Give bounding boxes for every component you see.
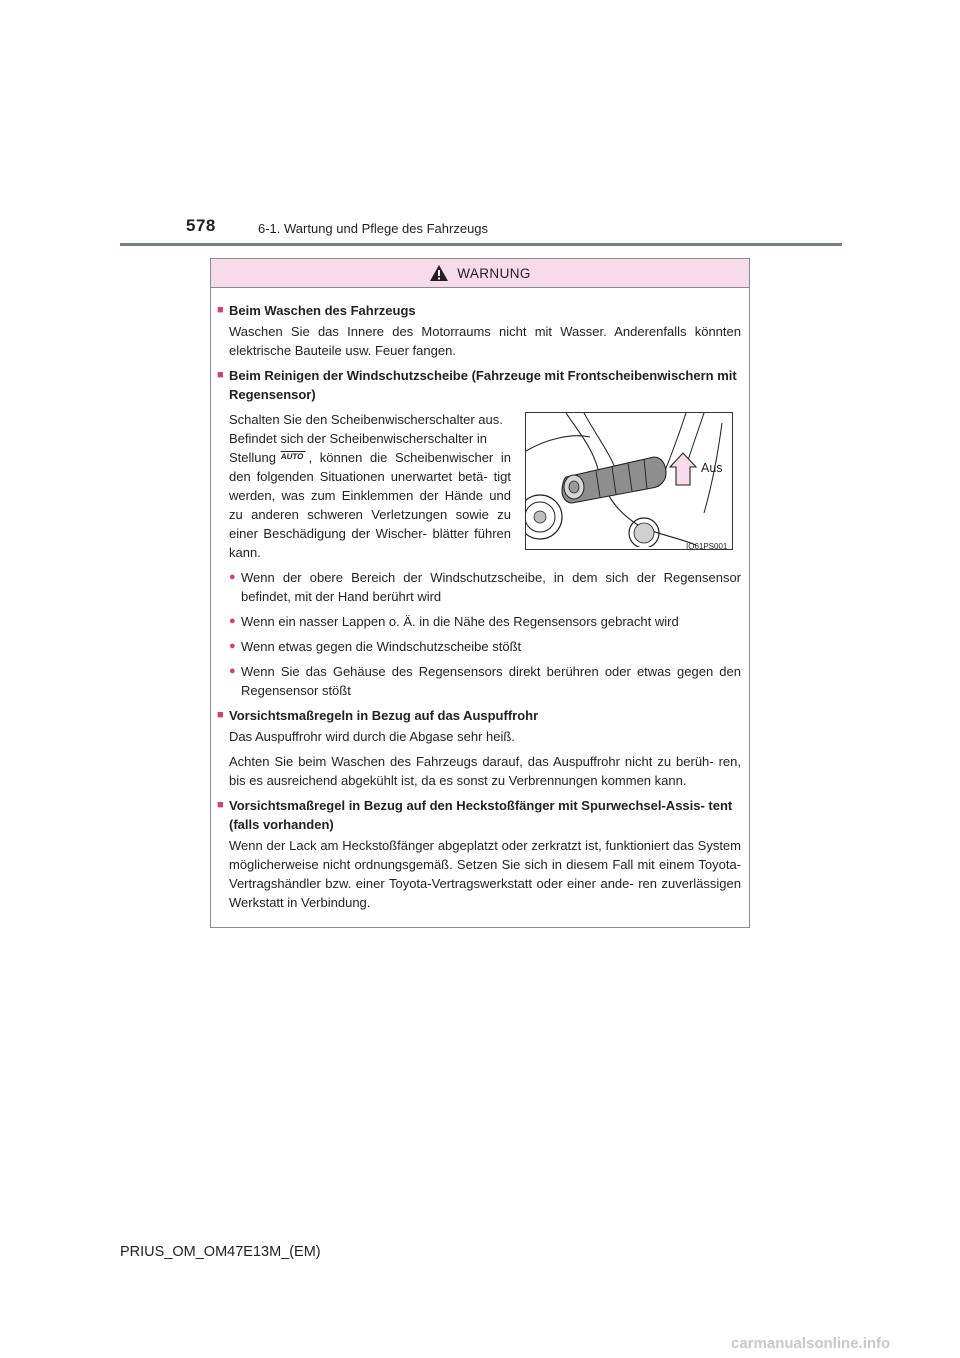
square-bullet-icon: ■ bbox=[217, 799, 224, 811]
circle-bullet-icon: ● bbox=[229, 665, 236, 677]
section-heading: ■ Vorsichtsmaßregel in Bezug auf den Heckstoßfänger mit Spurwechsel-Assis- tent (falls vorhanden) bbox=[217, 798, 733, 832]
section-heading: ■ Vorsichtsmaßregeln in Bezug auf das Auspuffrohr bbox=[217, 708, 539, 723]
warning-box bbox=[210, 258, 750, 928]
square-bullet-icon: ■ bbox=[217, 709, 224, 721]
text-with-illustration bbox=[217, 410, 741, 562]
wiper-switch-illustration bbox=[525, 412, 733, 550]
paragraph: Achten Sie beim Waschen des Fahrzeugs darauf, das Auspuffrohr nicht zu berüh- ren, bis es ausreichend abgekühlt ist, da es sonst zu Verbrennungen kommen kann. bbox=[229, 754, 741, 788]
wiper-warning-text: Schalten Sie den Scheibenwischerschalter aus. Befindet sich der Scheibenwischerschalter in Stellung AUTO , können die Scheibenwischer in den folgenden Situationen unerwartet betä- tigt werden, was zum Einklemmen der Hände und zu anderen schweren Verletzungen sowie zu einer Beschädigung der Wischer- blätter führen kann. bbox=[229, 412, 511, 560]
paragraph: Das Auspuffrohr wird durch die Abgase sehr heiß. bbox=[229, 729, 515, 744]
section-title: 6-1. Wartung und Pflege des Fahrzeugs bbox=[258, 221, 489, 236]
wiper-switch-drawing bbox=[526, 413, 730, 547]
paragraph: Waschen Sie das Innere des Motorraums nicht mit Wasser. Anderenfalls könnten elektrische Bauteile usw. Feuer fangen. bbox=[229, 324, 741, 358]
square-bullet-icon: ■ bbox=[217, 369, 224, 381]
document-code: PRIUS_OM_OM47E13M_(EM) bbox=[120, 1244, 321, 1260]
list-item: ● Wenn der obere Bereich der Windschutzscheibe, in dem sich der Regensensor befindet, mit der Hand berührt wird bbox=[229, 570, 741, 604]
warning-header bbox=[211, 259, 749, 288]
figure-code: IO61PS001 bbox=[686, 542, 728, 551]
section-heading: ■ Beim Reinigen der Windschutzscheibe (Fahrzeuge mit Frontscheibenwischern mit Regensensor) bbox=[217, 368, 737, 402]
header-divider bbox=[120, 243, 842, 246]
warning-triangle-icon bbox=[429, 264, 449, 282]
off-position-label: Aus bbox=[701, 461, 723, 475]
square-bullet-icon: ■ bbox=[217, 304, 224, 316]
section-heading: ■ Beim Waschen des Fahrzeugs bbox=[217, 303, 416, 318]
warning-body bbox=[211, 288, 749, 912]
list-item: ● Wenn Sie das Gehäuse des Regensensors direkt berühren oder etwas gegen den Regensensor stößt bbox=[229, 664, 741, 698]
circle-bullet-icon: ● bbox=[229, 615, 236, 627]
circle-bullet-icon: ● bbox=[229, 571, 236, 583]
auto-symbol: AUTO bbox=[280, 452, 305, 461]
page-number: 578 bbox=[186, 216, 216, 235]
list-item: ● Wenn ein nasser Lappen o. Ä. in die Nähe des Regensensors gebracht wird bbox=[229, 614, 679, 629]
circle-bullet-icon: ● bbox=[229, 640, 236, 652]
list-item: ● Wenn etwas gegen die Windschutzscheibe stößt bbox=[229, 639, 522, 654]
warning-title: WARNUNG bbox=[457, 265, 531, 281]
paragraph: Wenn der Lack am Heckstoßfänger abgeplatzt oder zerkratzt ist, funktioniert das System möglicherweise nicht ordnungsgemäß. Setzen Sie sich in diesem Fall mit einem Toyota-Vertragshändler bzw. einer Toyota-Vertragswerkstatt oder einer ande- ren zuverlässigen Werkstatt in Verbindung. bbox=[229, 838, 741, 910]
watermark: carmanualsonline.info bbox=[731, 1335, 891, 1352]
arrow-up-icon bbox=[670, 453, 696, 485]
